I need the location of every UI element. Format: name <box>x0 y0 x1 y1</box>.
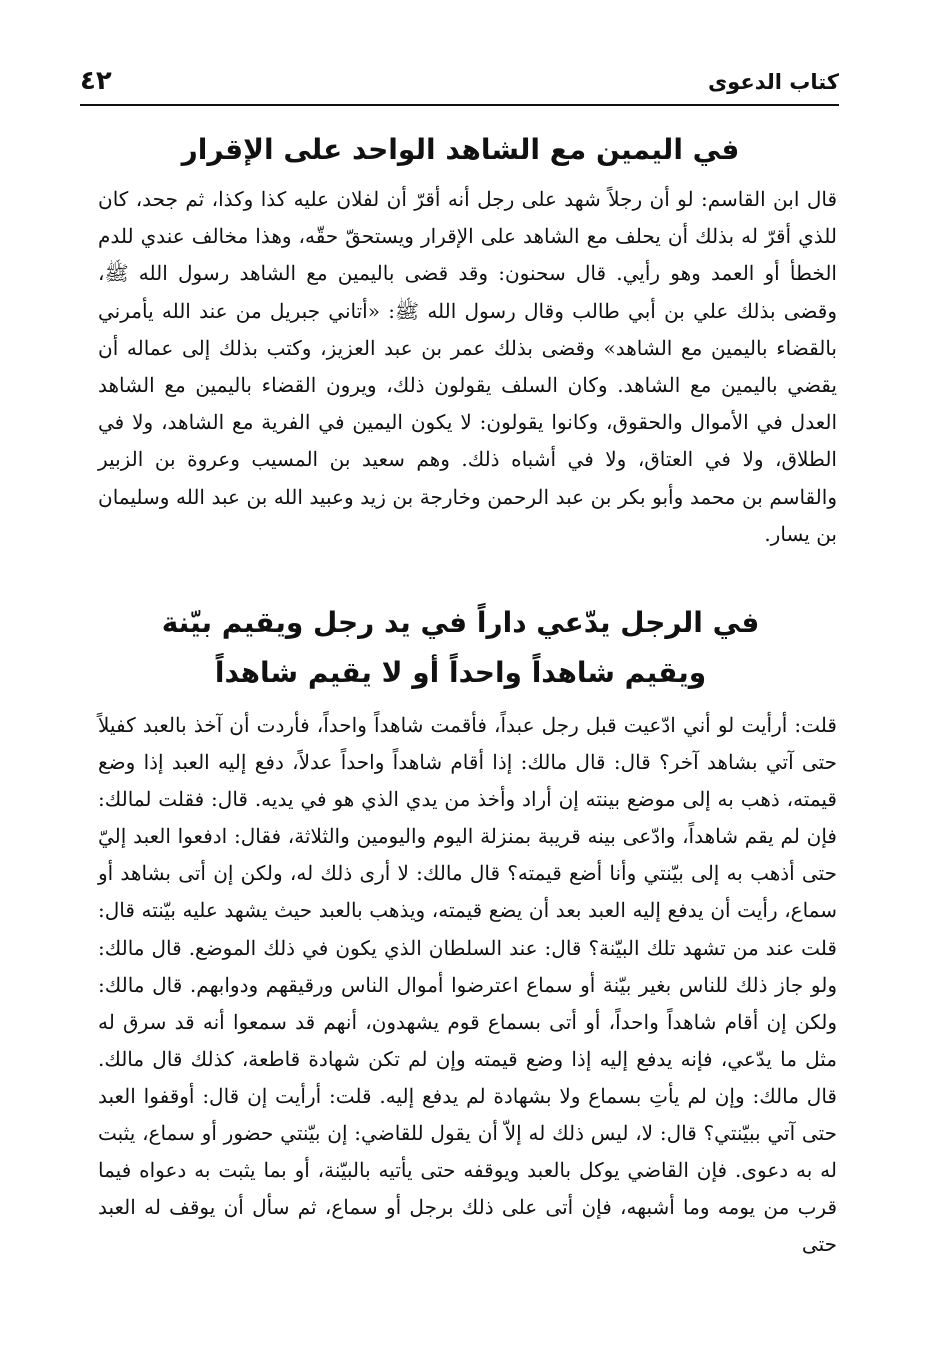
running-title: كتاب الدعوى <box>707 70 839 94</box>
section-heading-2-line-1: في الرجل يدّعي داراً في يد رجل ويقيم بيّنة <box>161 606 760 639</box>
section-heading-1: في اليمين مع الشاهد الواحد على الإقرار <box>181 133 740 166</box>
page-header <box>80 62 839 102</box>
header-divider <box>80 104 839 106</box>
section-heading-2-line-2: ويقيم شاهداً واحداً أو لا يقيم شاهداً <box>214 656 707 689</box>
section-2-body: قلت: أرأيت لو أني ادّعيت قبل رجل عبداً، فأقمت شاهداً واحداً، فأردت أن آخذ بالعبد كفيلاً حتى آتي بشاهد آخر؟ قال: قال مالك: إذا أقام شاهداً واحداً عدلاً، دفع إليه العبد إذا وضع قيمته، ذهب به إلى موضع بينته إن أراد وأخذ من يدي الذي هو في يديه. قال: فقلت لمالك: فإن لم يقم شاهداً، وادّعى بينه قريبة بمنزلة اليوم واليومين والثلاثة، فقال: ادفعوا العبد إليّ حتى أذهب به إلى بيّنتي وأنا أضع قيمته؟ قال مالك: لا أرى ذلك له، ولكن إن أتى بشاهد أو سماع، رأيت أن يدفع إليه العبد بعد أن يضع قيمته، ويذهب بالعبد حيث يشهد عليه بيّنته قال: قلت عند من تشهد تلك البيّنة؟ قال: عند السلطان الذي يكون في ذلك الموضع. قال مالك: ولو جاز ذلك للناس بغير بيّنة أو سماع اعترضوا أموال الناس ورقيقهم ودوابهم. قال مالك: ولكن إن أقام شاهداً واحداً، أو أتى بسماع قوم يشهدون، أنهم قد سمعوا أنه قد سرق له مثل ما يدّعي، فإنه يدفع إليه إذا وضع قيمته وإن لم تكن شهادة قاطعة، كذلك قال مالك. قال مالك: وإن لم يأتِ بسماع ولا بشهادة لم يدفع إليه. قلت: أرأيت إن قال: أوقفوا العبد حتى آتي ببيّنتي؟ قال: لا، ليس ذلك له إلاّ أن يقول للقاضي: إن بيّنتي حضور أو سماع، يثبت له به دعوى. فإن القاضي يوكل بالعبد ويوقفه حتى يأتيه بالبيّنة، أو بما يثبت به دعواه فيما قرب من يومه وما أشبهه، فإن أتى على ذلك برجل أو سماع، ثم سأل أن يوقف له العبد حتى <box>98 713 838 1257</box>
section-heading-2 <box>90 598 831 698</box>
page-number: ٤٢ <box>80 66 112 96</box>
section-1-body: قال ابن القاسم: لو أن رجلاً شهد على رجل أنه أقرّ أن لفلان عليه كذا وكذا، ثم جحد، كان للذي أقرّ له بذلك أن يحلف مع الشاهد على الإقرار ويستحقّ حقّه، وهذا مخالف عندي للدم الخطأ أو العمد وهو رأيي. قال سحنون: وقد قضى باليمين مع الشاهد رسول الله ﷺ، وقضى بذلك علي بن أبي طالب وقال رسول الله ﷺ: «أتاني جبريل من عند الله يأمرني بالقضاء باليمين مع الشاهد» وقضى بذلك عمر بن عبد العزيز، وكتب بذلك إلى عماله أن يقضي باليمين مع الشاهد. وكان السلف يقولون ذلك، ويرون القضاء باليمين مع الشاهد العدل في الأموال والحقوق، وكانوا يقولون: لا يكون اليمين في الفرية مع الشاهد، ولا في الطلاق، ولا في العتاق، ولا في أشباه ذلك. وهم سعيد بن المسيب وعروة بن الزبير والقاسم بن محمد وأبو بكر بن عبد الرحمن وخارجة بن زيد وعبيد الله بن عبد الله وسليمان بن يسار. <box>98 187 837 546</box>
